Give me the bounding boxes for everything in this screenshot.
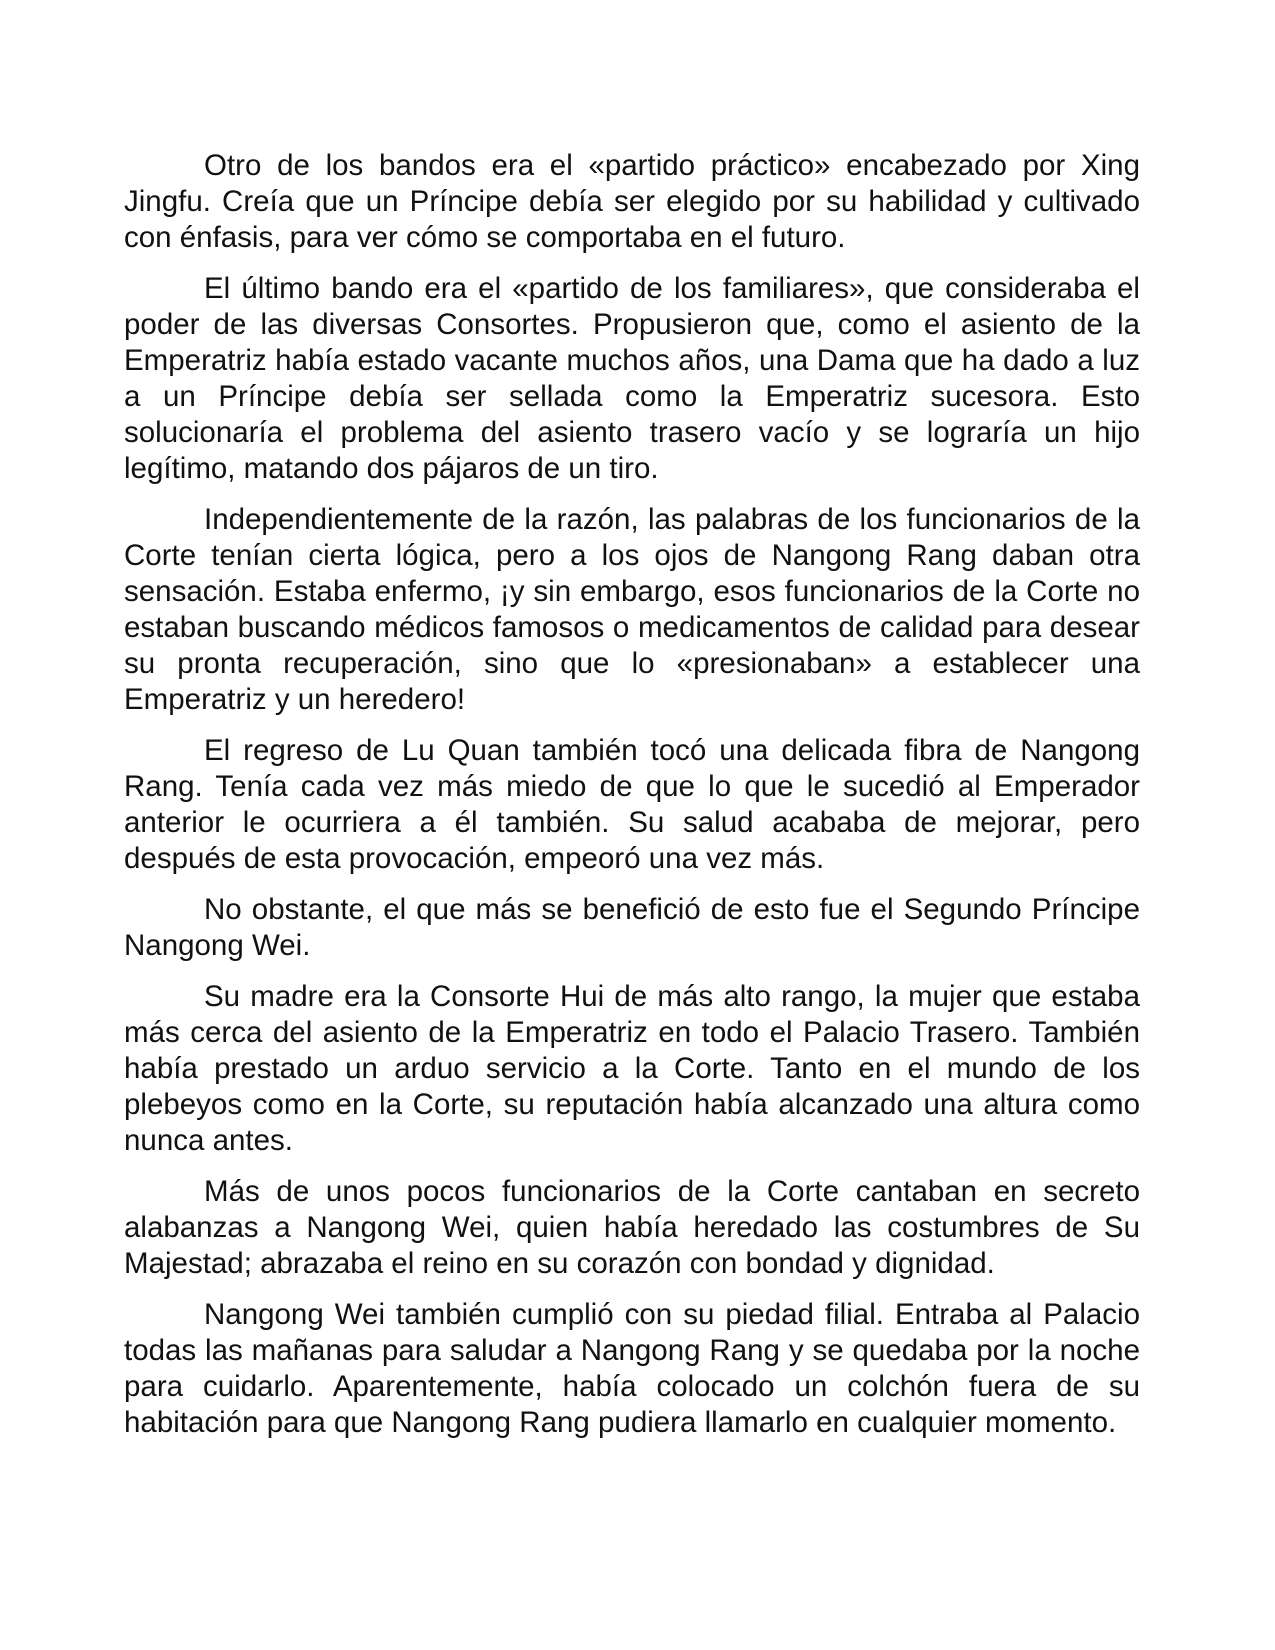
paragraph-1: Otro de los bandos era el «partido práctico» encabezado por Xing Jingfu. Creía que un Príncipe debía ser elegido por su habilidad y cultivado con énfasis, para ver cómo se comportaba en el futuro. (124, 149, 1140, 254)
paragraph-3: Independientemente de la razón, las palabras de los funcionarios de la Corte tenían cierta lógica, pero a los ojos de Nangong Rang daban otra sensación. Estaba enfermo, ¡y sin embargo, esos funcionarios de la Corte no estaban buscando médicos famosos o medicamentos de calidad para desear su pronta recuperación, sino que lo «presionaban» a establecer una Emperatriz y un heredero! (124, 503, 1140, 716)
paragraph-5: No obstante, el que más se benefició de esto fue el Segundo Príncipe Nangong Wei. (124, 893, 1140, 962)
paragraph-6: Su madre era la Consorte Hui de más alto rango, la mujer que estaba más cerca del asiento de la Emperatriz en todo el Palacio Trasero. También había prestado un arduo servicio a la Corte. Tanto en el mundo de los plebeyos como en la Corte, su reputación había alcanzado una altura como nunca antes. (124, 980, 1140, 1157)
paragraph-7: Más de unos pocos funcionarios de la Corte cantaban en secreto alabanzas a Nangong Wei, quien había heredado las costumbres de Su Majestad; abrazaba el reino en su corazón con bondad y dignidad. (124, 1175, 1140, 1280)
paragraph-2: El último bando era el «partido de los familiares», que consideraba el poder de las diversas Consortes. Propusieron que, como el asiento de la Emperatriz había estado vacante muchos años, una Dama que ha dado a luz a un Príncipe debía ser sellada como la Emperatriz sucesora. Esto solucionaría el problema del asiento trasero vacío y se lograría un hijo legítimo, matando dos pájaros de un tiro. (124, 272, 1140, 485)
paragraph-8: Nangong Wei también cumplió con su piedad filial. Entraba al Palacio todas las mañanas para saludar a Nangong Rang y se quedaba por la noche para cuidarlo. Aparentemente, había colocado un colchón fuera de su habitación para que Nangong Rang pudiera llamarlo en cualquier momento. (124, 1298, 1140, 1439)
paragraph-4: El regreso de Lu Quan también tocó una delicada fibra de Nangong Rang. Tenía cada vez más miedo de que lo que le sucedió al Emperador anterior le ocurriera a él también. Su salud acababa de mejorar, pero después de esta provocación, empeoró una vez más. (124, 734, 1140, 875)
body-text (124, 148, 1140, 1456)
